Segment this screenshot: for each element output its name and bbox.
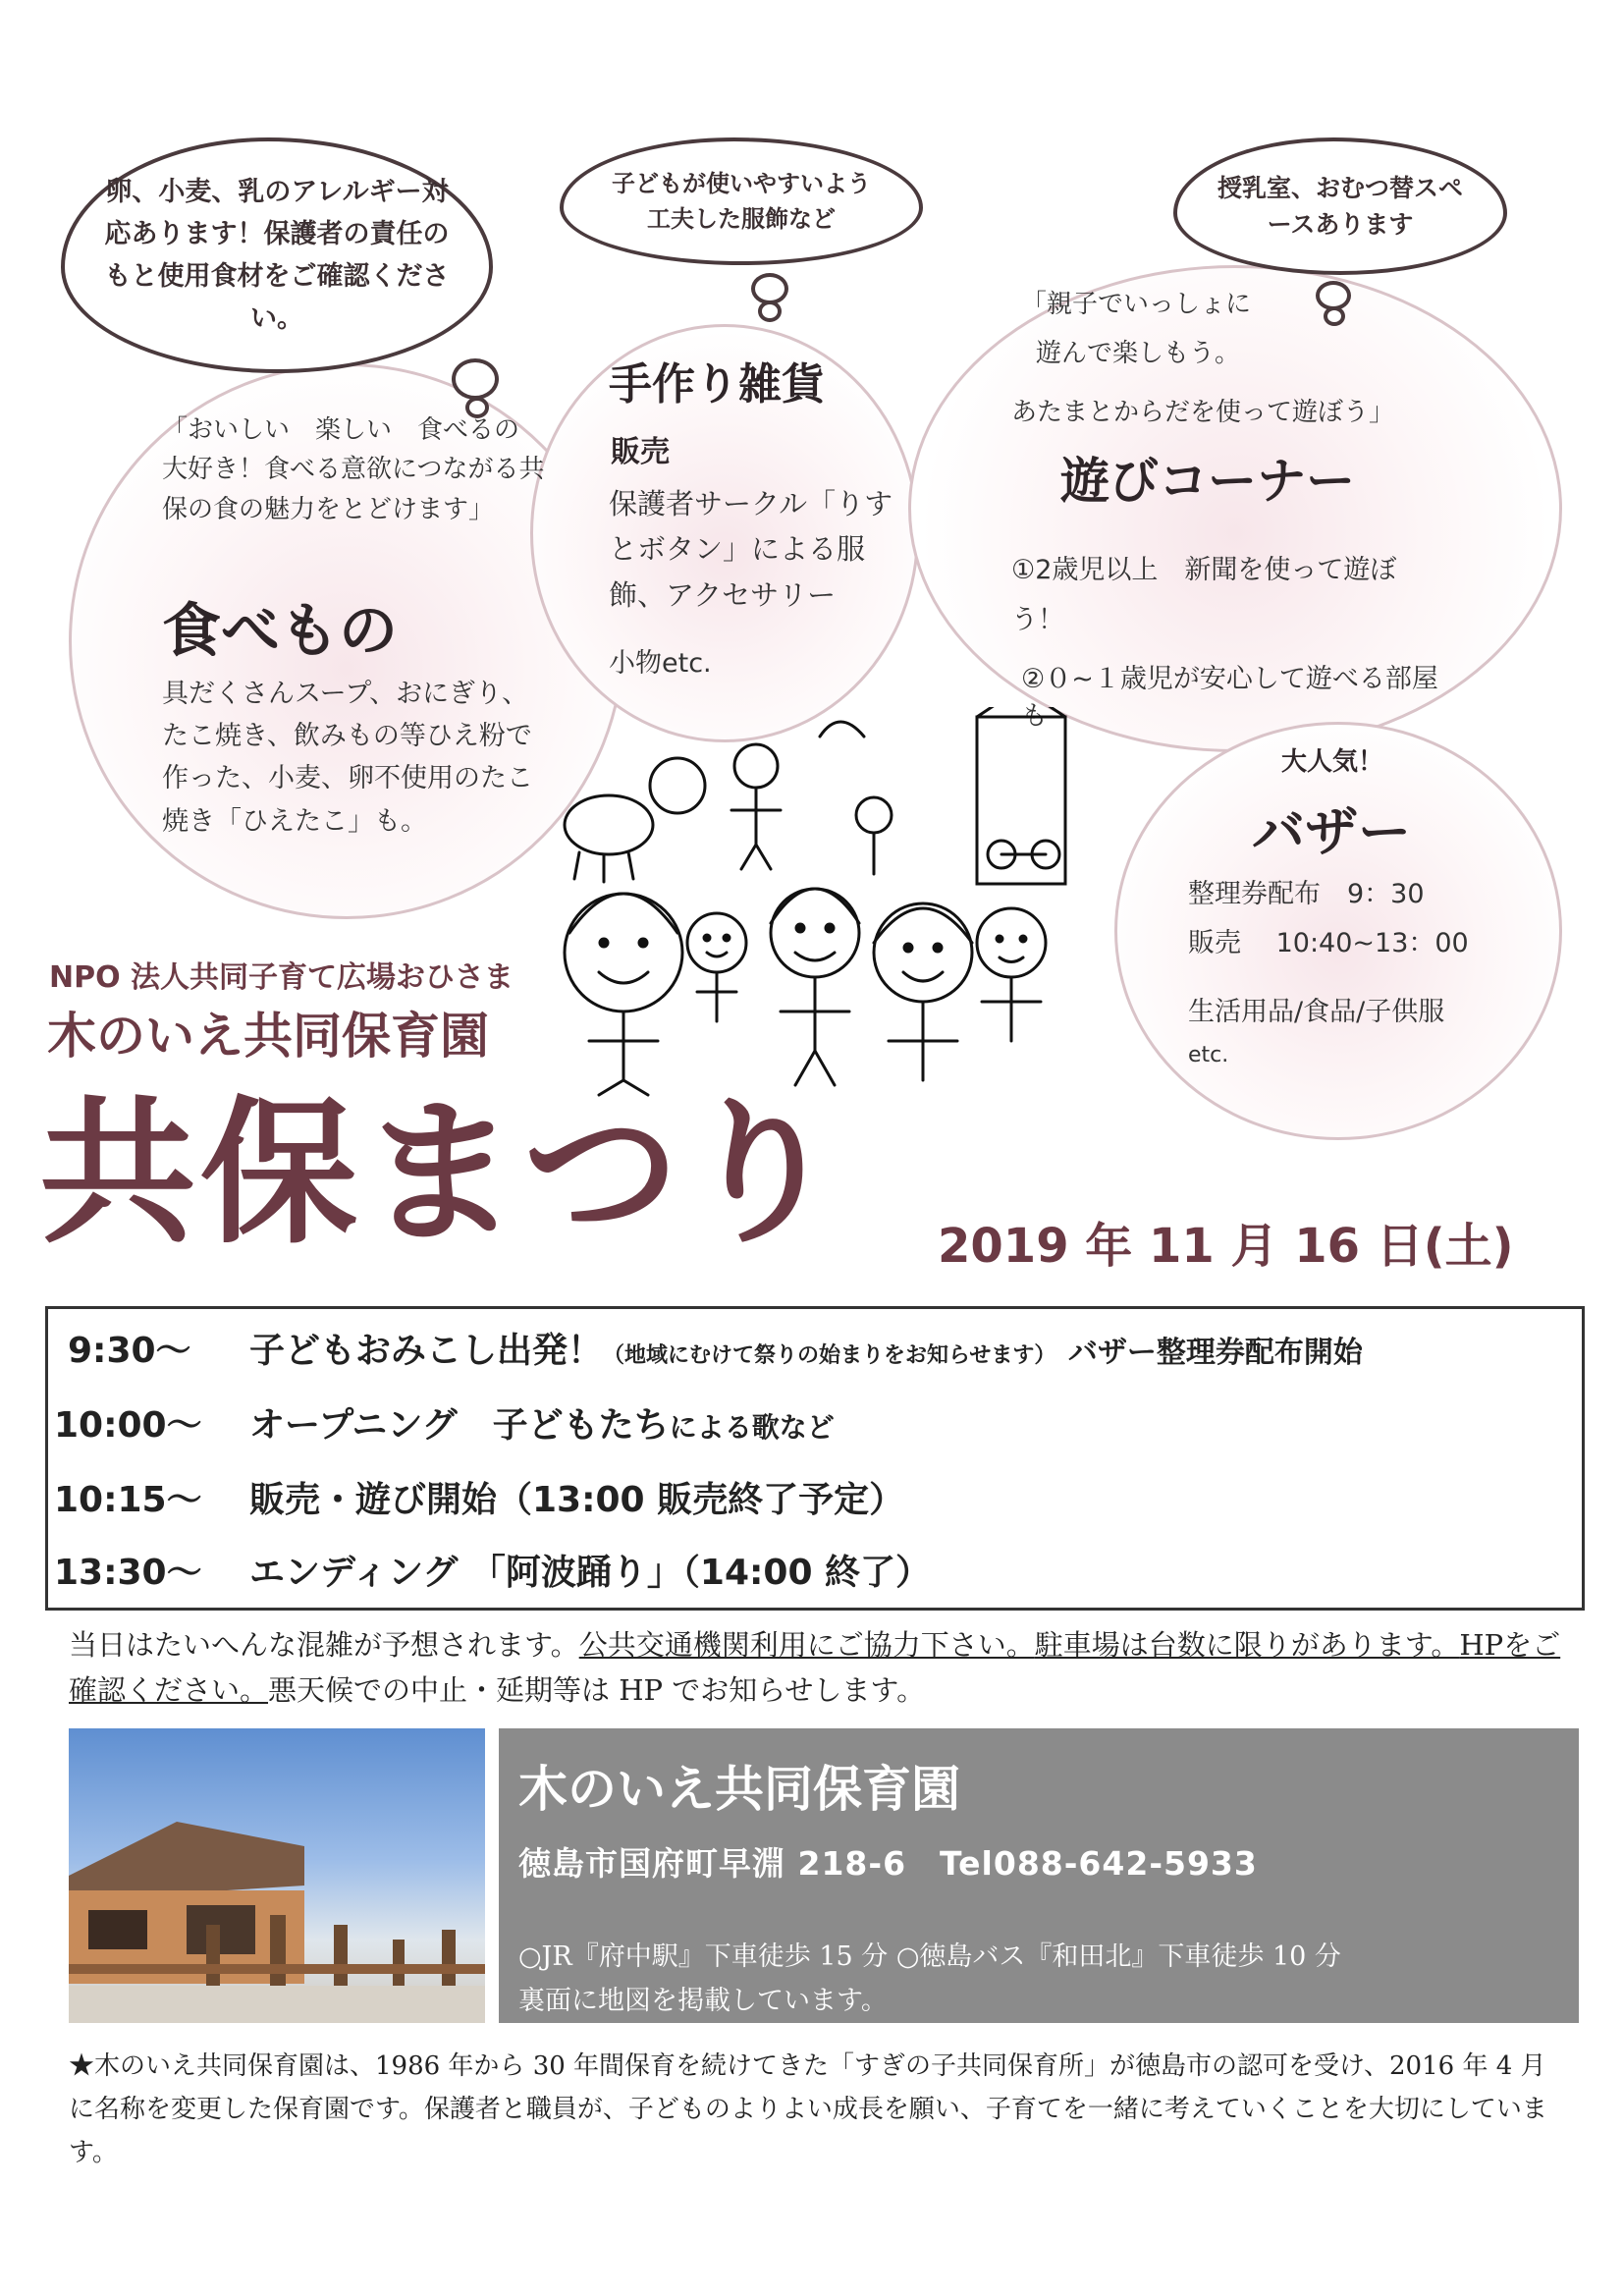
schedule-note: （地域にむけて祭りの始まりをお知らせます） [603, 1343, 1056, 1368]
schedule-extra: 歌など [751, 1411, 835, 1444]
schedule-row [54, 1472, 904, 1522]
footer-description: ★木のいえ共同保育園は、1986 年から 30 年間保育を続けてきた「すぎの子共同保育所」が徳島市の認可を受け、2016 年 4 月に名称を変更した保育園です。保護者と職員が、子どものよりよい成長を願い、子育てを一緒に考えていくことを大切にしています。 [69, 2051, 1547, 2168]
play-title: 遊びコーナー [1060, 453, 1355, 510]
nursing-text: 授乳室、おむつ替スペースあります [1217, 173, 1463, 239]
schedule-time: 9:30～ [68, 1331, 191, 1371]
crafts-extra: 小物etc. [609, 648, 712, 679]
info-address: 徳島市国府町早淵 218-6 Tel088-642-5933 [518, 1844, 1258, 1883]
schedule-extra: バザー整理券配布開始 [1067, 1336, 1363, 1370]
notice-text [69, 1622, 1571, 1714]
crafts-body: 保護者サークル「りすとボタン」による服飾、アクセサリー [609, 487, 893, 612]
schedule-time: 13:30～ [54, 1553, 202, 1593]
info-map: 裏面に地図を掲載しています。 [518, 1986, 888, 2016]
children-drawing-illustration [550, 707, 1100, 1100]
schedule-note: による [669, 1411, 752, 1444]
nursery-building-photo [69, 1728, 485, 2023]
info-access: ○JR『府中駅』下車徒歩 15 分 ○徳島バス『和田北』下車徒歩 10 分 [518, 1941, 1341, 1972]
bazaar-line-4: etc. [1188, 1043, 1229, 1067]
food-body: 具だくさんスープ、おにぎり、たこ焼き、飲みもの等ひえ粉で作った、小麦、卵不使用のたこ焼き「ひえたこ」も。 [162, 679, 533, 837]
schedule-main: エンディング 「阿波踊り」（14:00 終了） [249, 1553, 932, 1593]
schedule-row [54, 1545, 931, 1595]
allergy-text: 卵、小麦、乳のアレルギー対応あります！保護者の責任のもと使用食材をご確認ください。 [104, 176, 450, 335]
schedule-main: 子どもおみこし出発！ [249, 1331, 604, 1371]
event-title: 共保まつり [39, 1081, 845, 1265]
info-name: 木のいえ共同保育園 [518, 1761, 960, 1818]
play-quote-3: あたまとからだを使って遊ぼう」 [1011, 398, 1395, 427]
schedule-time: 10:15～ [54, 1480, 202, 1520]
bazaar-line-3: 生活用品/食品/子供服 [1188, 997, 1445, 1027]
food-quote: 「おいしい 楽しい 食べるの 大好き！食べる意欲につながる共保の食の魅力をとどけます」 [162, 415, 546, 524]
play-quote-2: 遊んで楽しもう。 [1036, 339, 1241, 368]
notice-transit: 公共交通機関利用にご協力下さい。 [578, 1628, 1035, 1662]
notice-weather: 悪天候での中止・延期等は HP でお知らせします。 [268, 1673, 926, 1708]
crafts-title: 手作り雑貨 [609, 359, 825, 410]
schedule-box [45, 1306, 1585, 1611]
bubble-dot [1324, 306, 1345, 326]
notice-hp-link[interactable]: HPをご確認ください。 [69, 1628, 1561, 1708]
play-quote-1: 「親子でいっしょに [1021, 290, 1252, 319]
clothing-bubble [560, 137, 923, 265]
schedule-row [68, 1323, 1363, 1373]
bazaar-tag: 大人気！ [1281, 747, 1384, 777]
building-illustration [69, 1728, 485, 2023]
allergy-bubble [61, 137, 493, 373]
notice-parking: 駐車場は台数に限りがあります。 [1034, 1628, 1460, 1662]
schedule-main: 販売・遊び開始（13:00 販売終了予定） [249, 1480, 905, 1520]
food-title: 食べもの [162, 597, 398, 666]
bubble-dot [758, 301, 782, 322]
bubble-dot [452, 358, 499, 400]
event-date: 2019 年 11 月 16 日(土) [938, 1219, 1514, 1274]
nursery-info-box [499, 1728, 1579, 2023]
schedule-main: オープニング 子どもたち [249, 1405, 670, 1446]
clothing-text: 子どもが使いやすいよう工夫した服飾など [612, 170, 871, 233]
play-item-1: ①2歳児以上 新聞を使って遊ぼう！ [1011, 555, 1397, 636]
schedule-row [54, 1397, 835, 1448]
schedule-time: 10:00～ [54, 1405, 202, 1446]
nursery-name: 木のいえ共同保育園 [47, 1008, 489, 1065]
play-item-2: ②０~１歳児が安心して遊べる部屋も [1021, 664, 1438, 732]
bazaar-title: バザー [1252, 801, 1411, 863]
nursing-bubble [1173, 137, 1507, 275]
bazaar-line-2: 販売 10:40~13：00 [1188, 928, 1469, 958]
crafts-subtitle: 販売 [611, 435, 670, 469]
notice-crowd: 当日はたいへんな混雑が予想されます。 [69, 1628, 579, 1662]
bazaar-line-1: 整理券配布 9：30 [1188, 879, 1425, 909]
npo-name: NPO 法人共同子育て広場おひさま [49, 960, 514, 995]
